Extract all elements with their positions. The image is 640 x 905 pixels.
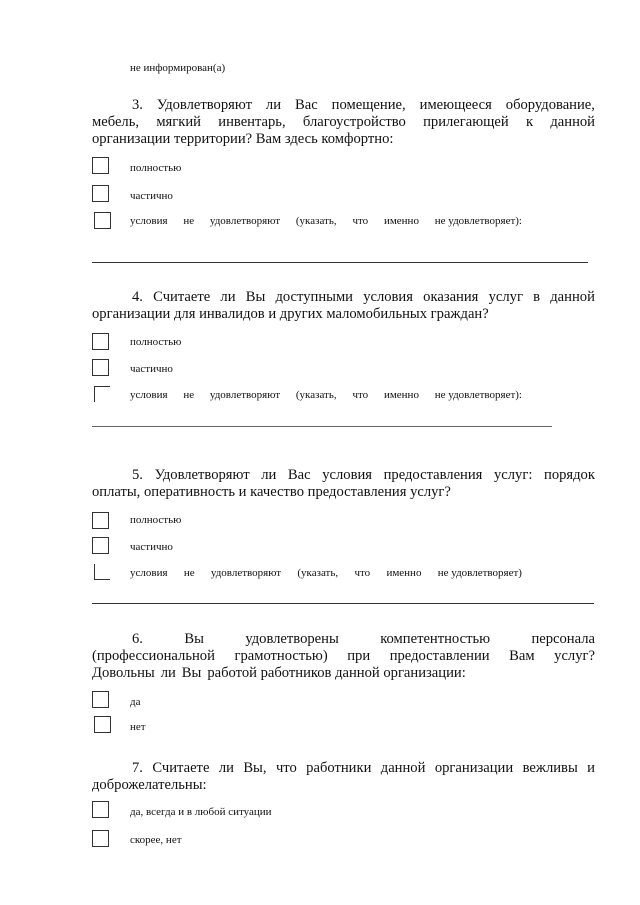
question-6 — [92, 631, 595, 682]
option-label: нет — [130, 721, 146, 733]
checkbox-q4-other[interactable] — [94, 386, 110, 402]
checkbox-q7-yes-always[interactable] — [92, 801, 109, 818]
checkbox-q5-other[interactable] — [94, 564, 110, 580]
question-3 — [92, 97, 595, 148]
question-5-line: оплаты, оперативность и качество предоставления услуг? — [92, 484, 451, 500]
question-7-line: 7. Считаете ли Вы, что работники данной организации вежливы и — [132, 760, 595, 776]
checkbox-q3-partial[interactable] — [92, 185, 109, 202]
checkbox-q4-partial[interactable] — [92, 359, 109, 376]
option-label: частично — [130, 541, 173, 553]
question-4-line: 4. Считаете ли Вы доступными условия оказания услуг в данной — [132, 289, 595, 305]
checkbox-q6-yes[interactable] — [92, 691, 109, 708]
question-3-line: 3. Удовлетворяют ли Вас помещение, имеющееся оборудование, — [132, 97, 595, 113]
checkbox-q4-full[interactable] — [92, 333, 109, 350]
question-6-line: (профессиональной грамотностью) при предоставлении Вам услуг? — [92, 648, 595, 664]
checkbox-q5-partial[interactable] — [92, 537, 109, 554]
answer-line-q3[interactable] — [92, 262, 588, 263]
option-label: скорее, нет — [130, 834, 182, 846]
question-6-line: 6. Вы удовлетворены компетентностью персонала — [132, 631, 595, 647]
option-other-label: условия не удовлетворяют (указать, что именно не удовлетворяет) — [130, 567, 522, 579]
question-5-line: 5. Удовлетворяют ли Вас условия предоставления услуг: порядок — [132, 467, 595, 483]
option-label: да, всегда и в любой ситуации — [130, 806, 272, 818]
checkbox-q3-full[interactable] — [92, 157, 109, 174]
question-7 — [92, 760, 595, 794]
answer-line-q5[interactable] — [92, 603, 594, 604]
checkbox-q5-full[interactable] — [92, 512, 109, 529]
option-label: частично — [130, 363, 173, 375]
option-other-label: условия не удовлетворяют (указать, что именно не удовлетворяет): — [130, 215, 522, 227]
option-label: полностью — [130, 514, 182, 526]
checkbox-q3-other[interactable] — [94, 212, 111, 229]
option-label: полностью — [130, 336, 182, 348]
question-3-line: организации территории? Вам здесь комфортно: — [92, 131, 394, 147]
answer-line-q4[interactable] — [92, 426, 552, 427]
option-label: полностью — [130, 162, 182, 174]
checkbox-q7-rather-no[interactable] — [92, 830, 109, 847]
option-label: да — [130, 696, 141, 708]
option-not-informed-label: не информирован(а) — [130, 62, 226, 74]
question-3-line: мебель, мягкий инвентарь, благоустройство прилегающей к данной — [92, 114, 595, 130]
option-label: частично — [130, 190, 173, 202]
question-5 — [92, 467, 595, 501]
question-7-line: доброжелательны: — [92, 777, 207, 793]
question-4-line: организации для инвалидов и других маломобильных граждан? — [92, 306, 489, 322]
option-other-label: условия не удовлетворяют (указать, что именно не удовлетворяет): — [130, 389, 522, 401]
question-6-line: Довольны ли Вы работой работников данной организации: — [92, 665, 466, 681]
question-4 — [92, 289, 595, 323]
checkbox-q6-no[interactable] — [94, 716, 111, 733]
